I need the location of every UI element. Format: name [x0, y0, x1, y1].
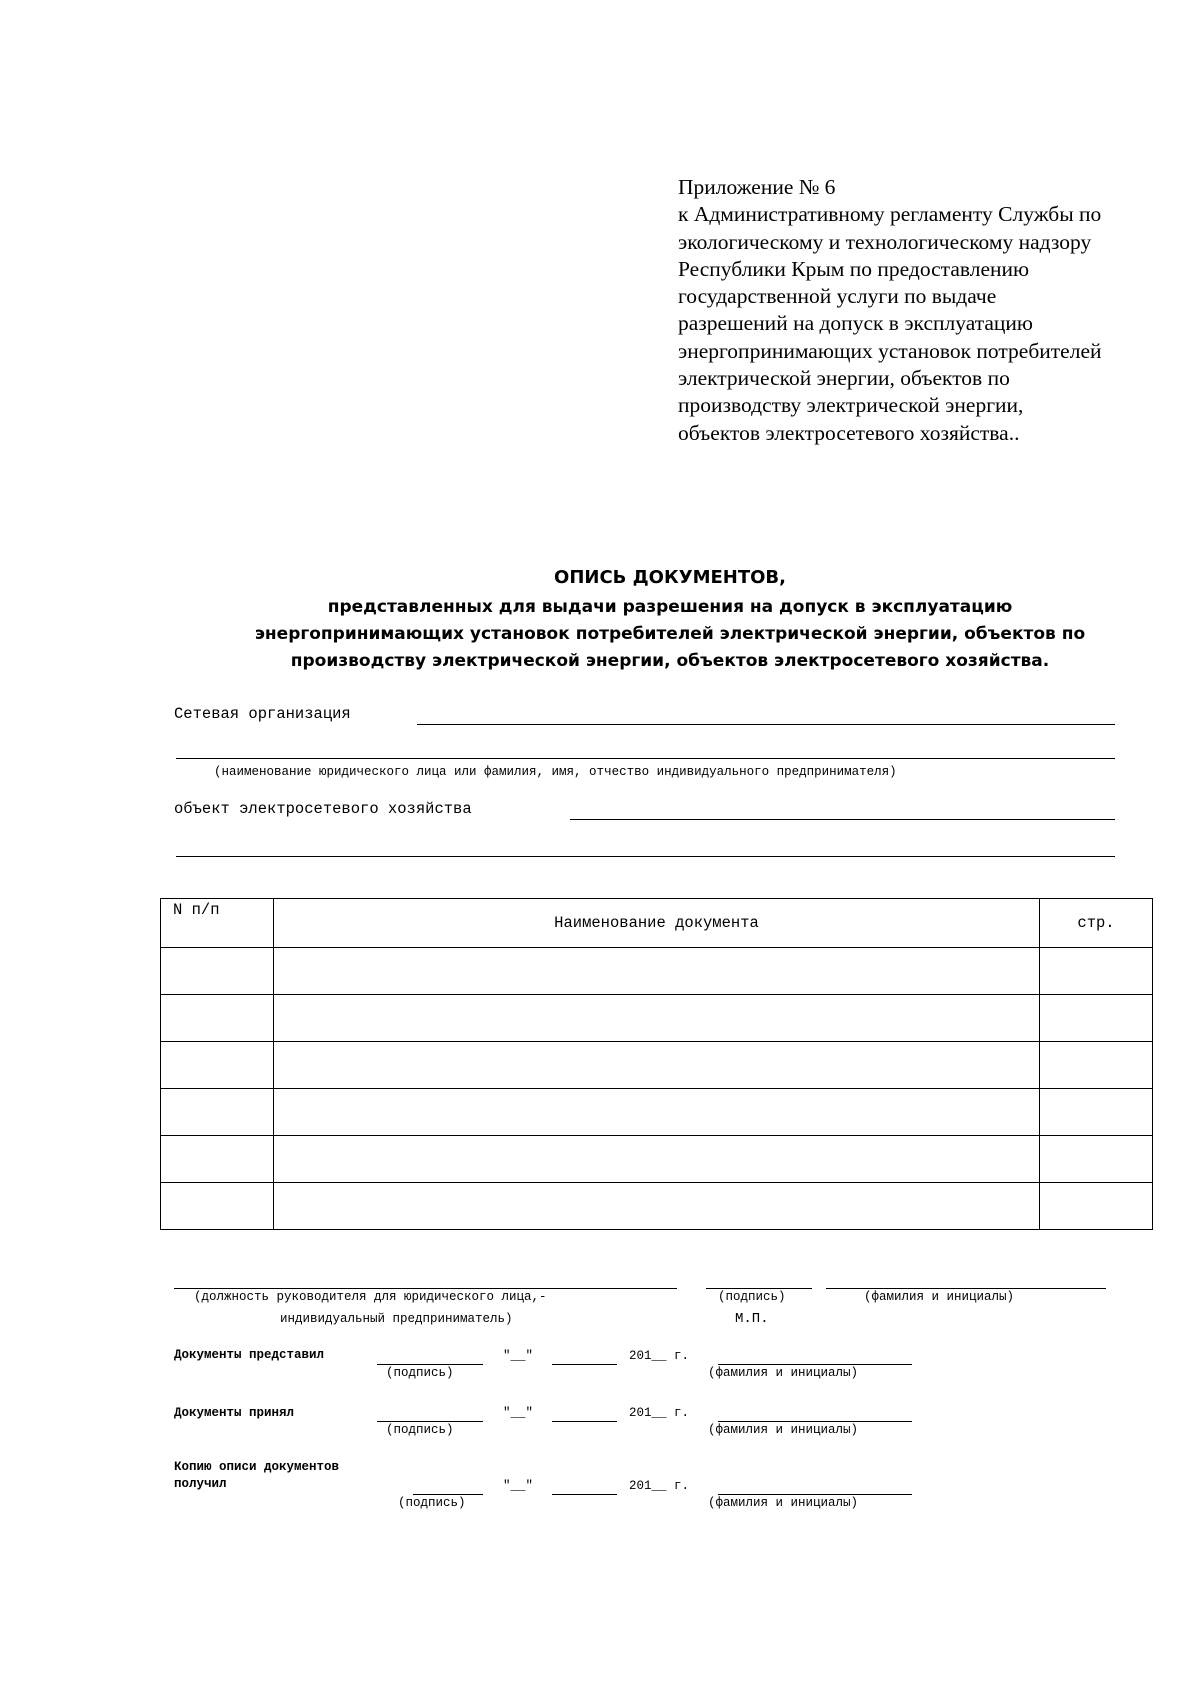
received-by-day: "__"	[503, 1406, 534, 1420]
table-row	[161, 1183, 1153, 1230]
cell-page[interactable]	[1040, 995, 1153, 1042]
table-row	[161, 1089, 1153, 1136]
cell-number[interactable]	[161, 1089, 274, 1136]
appendix-line: государственной услуги по выдаче	[678, 284, 997, 309]
received-by-month-field[interactable]	[552, 1421, 617, 1422]
submitted-by-signature-caption: (подпись)	[386, 1366, 454, 1380]
document-subtitle-line: энергопринимающих установок потребителей электрической энергии, объектов по	[254, 624, 1086, 644]
document-subtitle-line: производству электрической энергии, объектов электросетевого хозяйства.	[290, 651, 1050, 671]
cell-number[interactable]	[161, 1042, 274, 1089]
received-by-year: 201__ г.	[629, 1406, 690, 1420]
cell-number[interactable]	[161, 1136, 274, 1183]
object-field[interactable]	[570, 819, 1115, 820]
cell-document-name[interactable]	[274, 1136, 1040, 1183]
cell-document-name[interactable]	[274, 1183, 1040, 1230]
appendix-line: производству электрической энергии,	[678, 393, 1024, 418]
copy-received-label-line2: получил	[174, 1477, 227, 1491]
submitted-by-name-field[interactable]	[718, 1364, 912, 1365]
object-label: объект электросетевого хозяйства	[174, 800, 472, 818]
document-title: ОПИСЬ ДОКУМЕНТОВ,	[554, 567, 786, 588]
object-field-line2[interactable]	[176, 856, 1115, 857]
submitted-by-year: 201__ г.	[629, 1349, 690, 1363]
appendix-line: Приложение № 6	[678, 175, 836, 199]
cell-page[interactable]	[1040, 1136, 1153, 1183]
copy-received-signature-field[interactable]	[413, 1494, 483, 1495]
cell-document-name[interactable]	[274, 995, 1040, 1042]
appendix-line: разрешений на допуск в эксплуатацию	[678, 311, 1033, 336]
table-header-row	[161, 899, 1153, 948]
col-header-number: N п/п	[161, 899, 274, 948]
submitted-by-label: Документы представил	[174, 1348, 325, 1362]
copy-received-month-field[interactable]	[552, 1494, 617, 1495]
appendix-header	[678, 174, 1198, 447]
appendix-line: электрической энергии, объектов по	[678, 366, 1010, 391]
copy-received-label: Копию описи документов	[174, 1460, 340, 1474]
copy-received-name-caption: (фамилия и инициалы)	[708, 1496, 859, 1510]
copy-received-name-field[interactable]	[718, 1494, 912, 1495]
head-name-caption: (фамилия и инициалы)	[864, 1290, 1015, 1304]
copy-received-signature-caption: (подпись)	[398, 1496, 466, 1510]
appendix-line: Республики Крым по предоставлению	[678, 256, 1030, 281]
col-header-page: стр.	[1040, 899, 1153, 948]
documents-table	[160, 898, 1153, 1230]
network-org-caption: (наименование юридического лица или фамилия, имя, отчество индивидуального предпринимателя)	[214, 765, 897, 779]
submitted-by-signature-field[interactable]	[377, 1364, 483, 1365]
cell-number[interactable]	[161, 948, 274, 995]
cell-page[interactable]	[1040, 1183, 1153, 1230]
cell-page[interactable]	[1040, 948, 1153, 995]
network-org-field-line2[interactable]	[176, 758, 1115, 759]
cell-page[interactable]	[1040, 1089, 1153, 1136]
appendix-line: к Административному регламенту Службы по	[678, 202, 1102, 227]
received-by-signature-field[interactable]	[377, 1421, 483, 1422]
table-row	[161, 995, 1153, 1042]
submitted-by-day: "__"	[503, 1349, 534, 1363]
cell-document-name[interactable]	[274, 1042, 1040, 1089]
submitted-by-name-caption: (фамилия и инициалы)	[708, 1366, 859, 1380]
position-caption: индивидуальный предприниматель)	[280, 1312, 513, 1326]
appendix-line: экологическому и технологическому надзору	[678, 229, 1092, 254]
appendix-line: энергопринимающих установок потребителей	[678, 338, 1102, 363]
seal-placeholder: М.П.	[735, 1311, 769, 1327]
document-subtitle-line: представленных для выдачи разрешения на допуск в эксплуатацию	[327, 597, 1013, 617]
network-org-field[interactable]	[417, 724, 1115, 725]
position-caption: (должность руководителя для юридического лица,-	[194, 1290, 547, 1304]
received-by-label: Документы принял	[174, 1406, 295, 1420]
table-row	[161, 948, 1153, 995]
head-signature-line[interactable]	[706, 1288, 812, 1289]
received-by-name-field[interactable]	[718, 1421, 912, 1422]
cell-document-name[interactable]	[274, 948, 1040, 995]
head-signature-caption: (подпись)	[718, 1290, 786, 1304]
table-row	[161, 1042, 1153, 1089]
position-line[interactable]	[174, 1288, 677, 1289]
table-row	[161, 1136, 1153, 1183]
head-name-line[interactable]	[826, 1288, 1106, 1289]
copy-received-year: 201__ г.	[629, 1479, 690, 1493]
cell-number[interactable]	[161, 1183, 274, 1230]
copy-received-day: "__"	[503, 1479, 534, 1493]
received-by-signature-caption: (подпись)	[386, 1423, 454, 1437]
appendix-line: объектов электросетевого хозяйства..	[678, 420, 1020, 445]
cell-number[interactable]	[161, 995, 274, 1042]
col-header-document-name: Наименование документа	[274, 899, 1040, 948]
network-org-label: Сетевая организация	[174, 705, 351, 723]
submitted-by-month-field[interactable]	[552, 1364, 617, 1365]
cell-document-name[interactable]	[274, 1089, 1040, 1136]
cell-page[interactable]	[1040, 1042, 1153, 1089]
received-by-name-caption: (фамилия и инициалы)	[708, 1423, 859, 1437]
